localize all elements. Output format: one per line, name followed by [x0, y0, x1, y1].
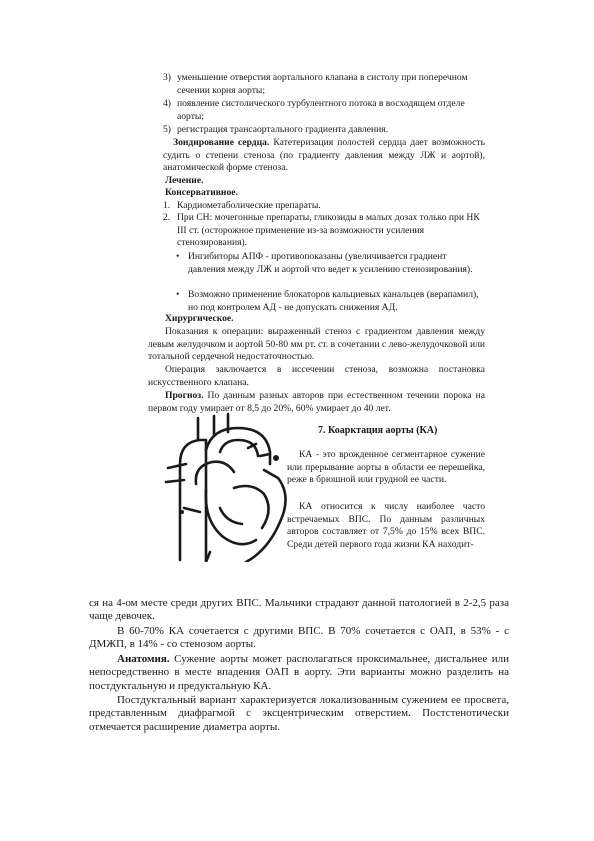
heart-coarctation-diagram	[160, 412, 300, 562]
ka-definition: КА - это врожденное сегментарное сужение или прерывание аорты в области ее перешейка, реже в брюшной или грудной ее части.	[287, 449, 485, 486]
sounding-paragraph: Зондирование сердца. Катетеризация полостей сердца дает возможность судить о степени стеноза (по градиенту давления между ЛЖ и аортой), анатомической форме стеноза.	[163, 137, 485, 174]
bullet-item: • Ингибиторы АПФ - противопоказаны (увеличивается градиент давления между ЛЖ и аортой что ведет к усилению стенозирования).	[176, 251, 473, 275]
diag-item: 4) появление систолического турбулентного потока в восходящем отделе аорты;	[163, 98, 465, 122]
typed-paragraph: Анатомия. Сужение аорты может располагаться проксимальнее, дистальнее или непосредственно в месте впадения ОАП в аорту. Эти варианты можно разделить на постдуктальную и предуктальную КА.	[89, 653, 510, 692]
cons-item: 1. Кардиометаболические препараты.	[163, 200, 321, 211]
indication-paragraph: Показания к операции: выраженный стеноз с градиентом давления между левым желудочком и аортой 50-80 мм рт. ст. в сочетании с лево-желудочковой или тотальной сердечной недостаточностью.	[148, 326, 485, 363]
typed-paragraph: ся на 4-ом месте среди других ВПС. Мальчики страдают данной патологией в 2-2,5 раза чаще девочек.	[89, 597, 509, 623]
diag-item: 5) регистрация трансаортального градиента давления.	[163, 124, 389, 135]
operation-paragraph: Операция заключается в иссечении стеноза, возможна постановка искусственного клапана.	[148, 364, 485, 388]
ka-frequency: КА относится к числу наиболее часто встречаемых ВПС. По данным различных авторов составляет от 7,5% до 15% всех ВПС. Среди детей первого года жизни КА находит-	[287, 501, 485, 550]
typed-paragraph: В 60-70% КА сочетается с другими ВПС. В 70% сочетается с ОАП, в 53% - с ДМЖП, в 14% - со стенозом аорты.	[89, 625, 509, 651]
prognosis-paragraph: Прогноз. По данным разных авторов при естественном течении порока на первом году умирает от 8,5 до 20%, 60% умирает до 40 лет.	[148, 390, 485, 414]
conservative-heading: Консервативное.	[165, 187, 238, 198]
cons-item: 2. При СН: мочегонные препараты, гликозиды в малых дозах только при НК III ст. (осторожное применение из-за возможности усиления стенозирования).	[163, 212, 480, 249]
typed-paragraph: Постдуктальный вариант характеризуется локализованным сужением ее просвета, представленным диафрагмой с эксцентрическим отверстием. Постстенотически отмечается расширение диаметра аорты.	[89, 694, 509, 733]
bullet-icon: •	[176, 289, 180, 300]
treatment-heading: Лечение.	[165, 175, 204, 186]
section-heading: 7. Коарктация аорты (КА)	[318, 425, 438, 436]
surgical-heading: Хирургическое.	[165, 313, 234, 324]
bullet-item: • Возможно применение блокаторов кальциевых канальцев (верапамил), но под контролем АД - не допускать снижения АД.	[176, 289, 479, 313]
bullet-icon: •	[176, 251, 180, 262]
diag-item: 3) уменьшение отверстия аортального клапана в систолу при поперечном сечении корня аорты;	[163, 72, 468, 96]
